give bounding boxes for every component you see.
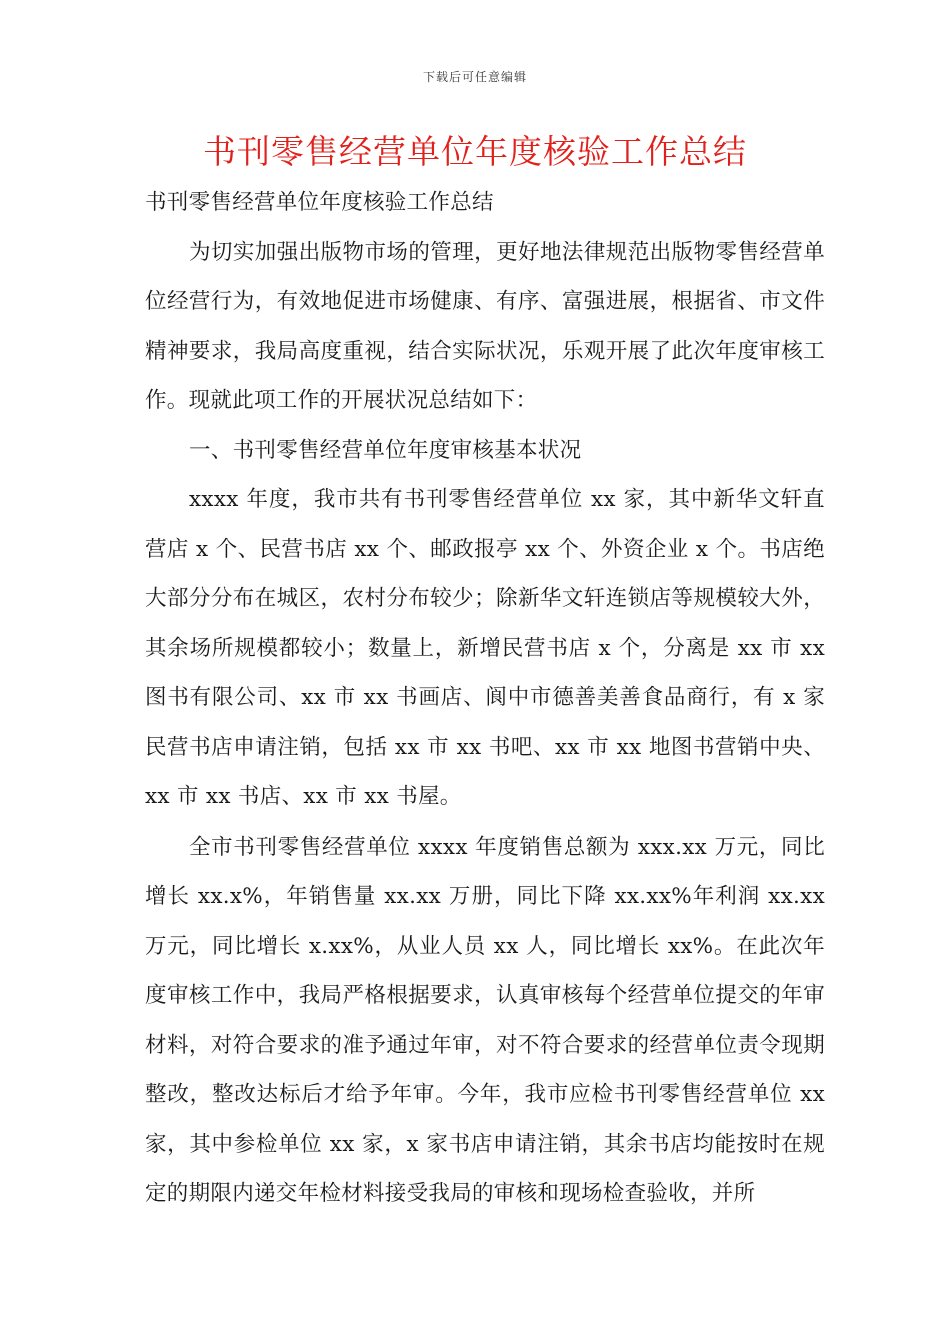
- subtitle-line: 书刊零售经营单位年度核验工作总结: [145, 190, 494, 215]
- paragraph-sales: 全市书刊零售经营单位 xxxx 年度销售总额为 xxx.xx 万元，同比增长 xx.x%，年销售量 xx.xx 万册，同比下降 xx.xx%年利润 xx.xx 万元，同比增长 x.xx%，从业人员 xx 人，同比增长 xx%。在此次年度审核工作中，我局严格根据要求，认真审核每个经营单位提交的年审材料，对符合要求的准予通过年审，对不符合要求的经营单位责令现期整改，整改达标后才给予年审。今年，我市应检书刊零售经营单位 xx 家，其中参检单位 xx 家，x 家书店申请注销，其余书店均能按时在规定的期限内递交年检材料接受我局的审核和现场检查验收，并所: [145, 834, 825, 1206]
- document-body: [145, 178, 825, 1219]
- paragraph-overview: xxxx 年度，我市共有书刊零售经营单位 xx 家，其中新华文轩直营店 x 个、民营书店 xx 个、邮政报亭 xx 个、外资企业 x 个。书店绝大部分分布在城区，农村分布较少；除新华文轩连锁店等规模较大外，其余场所规模都较小；数量上，新增民营书店 x 个，分离是 xx 市 xx 图书有限公司、xx 市 xx 书画店、阆中市德善美善食品商行，有 x 家民营书店申请注销，包括 xx 市 xx 书吧、xx 市 xx 地图书营销中央、xx 市 xx 书店、xx 市 xx 书屋。: [145, 487, 825, 809]
- section-heading: 一、书刊零售经营单位年度审核基本状况: [189, 437, 582, 463]
- paragraph-intro: 为切实加强出版物市场的管理，更好地法律规范出版物零售经营单位经营行为，有效地促进市场健康、有序、富强进展，根据省、市文件精神要求，我局高度重视，结合实际状况，乐观开展了此次年度审核工作。现就此项工作的开展状况总结如下：: [145, 239, 825, 413]
- header-note: 下载后可任意编辑: [422, 70, 527, 84]
- document-title: 书刊零售经营单位年度核验工作总结: [203, 132, 747, 171]
